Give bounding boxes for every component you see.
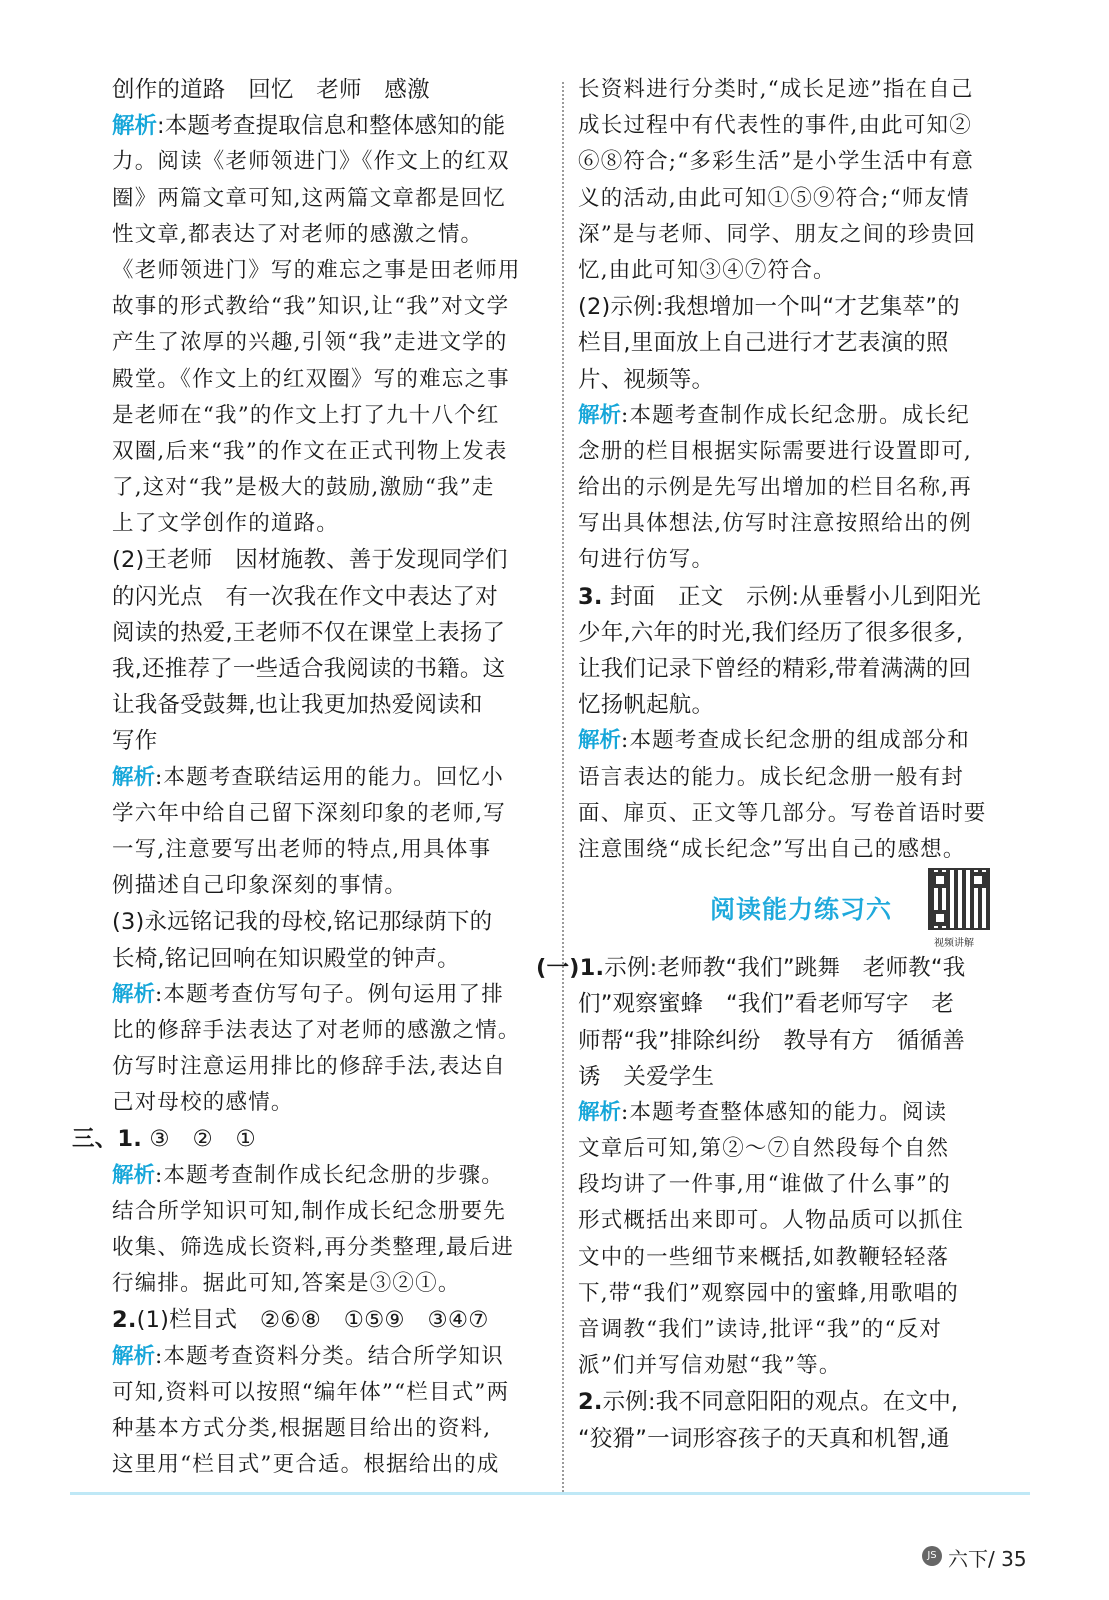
line-text: 我,还推荐了一些适合我阅读的书籍。这	[112, 656, 506, 682]
text-line	[112, 506, 542, 542]
line-text: 己对母校的感情。	[112, 1090, 294, 1116]
line-text: 注意围绕“成长纪念”写出自己的感想。	[578, 836, 966, 862]
line-text: 诱 关爱学生	[578, 1063, 715, 1090]
line-text: 文中的一些细节来概括,如教鞭轻轻落	[578, 1244, 950, 1270]
analysis-label: 解析	[112, 1343, 156, 1369]
text-line	[578, 1312, 1056, 1348]
question-number: 3.	[578, 583, 603, 610]
text-line	[112, 434, 542, 470]
line-text: 片、视频等。	[578, 366, 715, 393]
line-text: 念册的栏目根据实际需要进行设置即可,	[578, 438, 972, 464]
text-line	[112, 1085, 542, 1121]
question-number: 2.	[578, 1389, 603, 1416]
line-text: 圈》两篇文章可知,这两篇文章都是回忆	[112, 185, 506, 211]
section-header	[578, 874, 1056, 950]
text-line	[112, 72, 542, 108]
analysis-label: 解析	[112, 764, 156, 790]
line-text: 忆,由此可知③④⑦符合。	[578, 257, 836, 283]
question-number: 2.	[112, 1307, 137, 1334]
text-line	[112, 1230, 542, 1266]
line-text: 阅读的热爱,王老师不仅在课堂上表扬了	[112, 619, 506, 646]
text-line	[578, 217, 1056, 253]
line-text: 种基本方式分类,根据题目给出的资料,	[112, 1415, 492, 1441]
question-line	[578, 579, 1056, 615]
text-line	[578, 1421, 1056, 1457]
text-line	[112, 941, 542, 977]
text-line	[112, 796, 542, 832]
analysis-line	[112, 1158, 542, 1194]
analysis-line	[578, 723, 1056, 759]
page-number: 六下/ 35	[948, 1547, 1027, 1571]
text-line	[112, 1411, 542, 1447]
line-text: 给出的示例是先写出增加的栏目名称,再	[578, 475, 972, 501]
line-text: 性文章,都表达了对老师的感激之情。	[112, 221, 484, 247]
line-text: (2)王老师 因材施教、善于发现同学们	[112, 547, 508, 574]
line-text: 行编排。据此可知,答案是③②①。	[112, 1271, 461, 1297]
text-line	[112, 1447, 542, 1483]
analysis-label: 解析	[112, 1162, 156, 1188]
analysis-line	[112, 108, 542, 144]
text-line	[578, 470, 1056, 506]
text-line	[578, 1240, 1056, 1276]
text-line	[112, 687, 542, 723]
line-text: 们”观察蜜蜂 “我们”看老师写字 老	[578, 991, 955, 1018]
line-text: 深”是与老师、同学、朋友之间的珍贵回	[578, 221, 977, 247]
line-text: :本题考查整体感知的能力。阅读	[621, 1099, 948, 1125]
line-text: :本题考查提取信息和整体感知的能	[157, 113, 506, 140]
text-line	[112, 1013, 542, 1049]
text-line	[112, 868, 542, 904]
text-line	[112, 723, 542, 759]
left-column	[72, 72, 542, 1483]
question-line	[536, 950, 1056, 986]
text-line	[578, 1023, 1056, 1059]
text-line	[578, 362, 1056, 398]
line-text: :本题考查成长纪念册的组成部分和	[621, 728, 970, 754]
line-text: 下,带“我们”观察园中的蜜蜂,用歌唱的	[578, 1280, 959, 1306]
line-text: 形式概括出来即可。人物品质可以抓住	[578, 1208, 964, 1234]
text-line	[578, 615, 1056, 651]
line-text: 派”们并写信劝慰“我”等。	[578, 1353, 842, 1379]
text-line	[578, 796, 1056, 832]
text-line	[112, 542, 542, 578]
line-text: 仿写时注意运用排比的修辞手法,表达自	[112, 1054, 506, 1080]
line-text: 栏目,里面放上自己进行才艺表演的照	[578, 330, 949, 357]
text-line	[578, 253, 1056, 289]
text-line	[578, 289, 1056, 325]
line-text: 结合所学知识可知,制作成长纪念册要先	[112, 1198, 506, 1224]
question-number: 三、1.	[72, 1126, 143, 1153]
text-line	[112, 1049, 542, 1085]
text-line	[112, 470, 542, 506]
line-text: 收集、筛选成长资料,再分类整理,最后进	[112, 1235, 514, 1260]
line-text: 语言表达的能力。成长纪念册一般有封	[578, 764, 964, 790]
text-line	[578, 986, 1056, 1022]
line-text: 是老师在“我”的作文上打了九十八个红	[112, 402, 500, 428]
text-line	[578, 108, 1056, 144]
analysis-label: 解析	[112, 113, 158, 140]
qr-code-icon[interactable]	[928, 868, 990, 930]
text-line	[578, 434, 1056, 470]
line-text: 长资料进行分类时,“成长足迹”指在自己	[578, 77, 974, 102]
line-text: :本题考查联结运用的能力。回忆小	[155, 764, 504, 790]
line-text: 少年,六年的时光,我们经历了很多很多,	[578, 619, 964, 646]
line-text: 师帮“我”排除纠纷 教导有方 循循善	[578, 1027, 965, 1054]
text-line	[112, 579, 542, 615]
line-text: “狡猾”一词形容孩子的天真和机智,通	[578, 1425, 950, 1452]
qr-caption: 视频讲解	[934, 938, 974, 950]
text-line	[578, 542, 1056, 578]
line-text: 文章后可知,第②～⑦自然段每个自然	[578, 1136, 950, 1162]
line-text: 写出具体想法,仿写时注意按照给出的例	[578, 511, 972, 537]
line-text: 产生了浓厚的兴趣,引领“我”走进文学的	[112, 330, 508, 356]
line-text: (1)栏目式 ②⑥⑧ ①⑤⑨ ③④⑦	[136, 1307, 489, 1334]
line-text: 音调教“我们”读诗,批评“我”的“反对	[578, 1317, 943, 1342]
question-line	[112, 1302, 542, 1338]
analysis-line	[112, 977, 542, 1013]
line-text: 一写,注意要写出老师的特点,用具体事	[112, 836, 492, 862]
text-line	[578, 181, 1056, 217]
line-text: 的闪光点 有一次我在作文中表达了对	[112, 583, 498, 610]
text-line	[112, 362, 542, 398]
text-line	[112, 1375, 542, 1411]
text-line	[112, 1194, 542, 1230]
line-text: 故事的形式教给“我”知识,让“我”对文学	[112, 294, 510, 320]
footer-rule	[70, 1492, 1030, 1495]
analysis-label: 解析	[112, 981, 156, 1007]
text-line	[112, 289, 542, 325]
line-text: 让我们记录下曾经的精彩,带着满满的回	[578, 656, 972, 682]
text-line	[578, 760, 1056, 796]
text-line	[578, 1059, 1056, 1095]
text-line	[578, 506, 1056, 542]
line-text: 成长过程中有代表性的事件,由此可知②	[578, 113, 972, 139]
line-text: 示例:我不同意阳阳的观点。在文中,	[602, 1389, 959, 1416]
analysis-label: 解析	[578, 402, 622, 428]
line-text: ③ ② ①	[142, 1126, 256, 1153]
text-line	[112, 217, 542, 253]
line-text: (2)示例:我想增加一个叫“才艺集萃”的	[578, 294, 960, 321]
line-text: 面、扉页、正文等几部分。写卷首语时要	[578, 800, 987, 826]
line-text: :本题考查制作成长纪念册。成长纪	[621, 402, 970, 428]
text-line	[578, 1203, 1056, 1239]
section-title: 阅读能力练习六	[710, 895, 893, 925]
text-line	[578, 72, 1056, 108]
analysis-line	[112, 1339, 542, 1375]
line-text: 双圈,后来“我”的作文在正式刊物上发表	[112, 438, 508, 464]
line-text: 《老师领进门》写的难忘之事是田老师用	[112, 257, 521, 283]
text-line	[578, 687, 1056, 723]
text-line	[112, 398, 542, 434]
analysis-label: 解析	[578, 728, 622, 754]
text-line	[112, 181, 542, 217]
column-divider	[562, 82, 564, 1492]
text-line	[578, 325, 1056, 361]
text-line	[112, 832, 542, 868]
line-text: 殿堂。《作文上的红双圈》写的难忘之事	[112, 366, 510, 392]
line-text: 长椅,铭记回响在知识殿堂的钟声。	[112, 945, 460, 972]
line-text: :本题考查制作成长纪念册的步骤。	[155, 1162, 504, 1188]
text-line	[578, 832, 1056, 868]
line-text: ⑥⑧符合;“多彩生活”是小学生活中有意	[578, 149, 975, 175]
line-text: 例描述自己印象深刻的事情。	[112, 873, 408, 899]
line-text: :本题考查仿写句子。例句运用了排	[155, 981, 504, 1007]
text-line	[578, 1276, 1056, 1312]
line-text: :本题考查资料分类。结合所学知识	[155, 1343, 504, 1369]
text-line	[112, 144, 542, 180]
edition-badge: JS	[922, 1546, 942, 1566]
line-text: 让我备受鼓舞,也让我更加热爱阅读和	[112, 692, 483, 719]
line-text: 写作	[112, 728, 158, 755]
analysis-line	[112, 760, 542, 796]
text-line	[578, 651, 1056, 687]
line-text: 封面 正文 示例:从垂髫小儿到阳光	[602, 583, 981, 610]
text-line	[112, 253, 542, 289]
line-text: 创作的道路 回忆 老师 感激	[112, 77, 430, 103]
right-column	[536, 72, 1056, 1457]
text-line	[578, 1131, 1056, 1167]
line-text: 句进行仿写。	[578, 547, 715, 573]
text-line	[112, 615, 542, 651]
text-line	[112, 904, 542, 940]
line-text: 义的活动,由此可知①⑤⑨符合;“师友情	[578, 185, 970, 211]
text-line	[578, 144, 1056, 180]
line-text: 了,这对“我”是极大的鼓励,激励“我”走	[112, 475, 495, 501]
right-top-block	[578, 72, 1056, 868]
analysis-label: 解析	[578, 1099, 622, 1125]
text-line	[578, 1348, 1056, 1384]
text-line	[578, 1167, 1056, 1203]
text-line	[112, 1266, 542, 1302]
line-text: 示例:老师教“我们”跳舞 老师教“我	[604, 955, 966, 982]
line-text: 可知,资料可以按照“编年体”“栏目式”两	[112, 1379, 510, 1405]
question-line	[578, 1384, 1056, 1420]
analysis-line	[578, 398, 1056, 434]
line-text: 这里用“栏目式”更合适。根据给出的成	[112, 1452, 500, 1478]
question-number: (一)1.	[536, 955, 605, 982]
text-line	[112, 325, 542, 361]
text-line	[112, 651, 542, 687]
line-text: 学六年中给自己留下深刻印象的老师,写	[112, 800, 506, 826]
analysis-line	[578, 1095, 1056, 1131]
line-text: 忆扬帆起航。	[578, 692, 715, 719]
line-text: 比的修辞手法表达了对老师的感激之情。	[112, 1017, 521, 1043]
right-bottom-block	[536, 950, 1056, 1457]
line-text: 力。阅读《老师领进门》《作文上的红双	[112, 149, 510, 175]
line-text: (3)永远铭记我的母校,铭记那绿荫下的	[112, 909, 493, 936]
question-line	[72, 1121, 542, 1157]
line-text: 上了文学创作的道路。	[112, 511, 340, 537]
line-text: 段均讲了一件事,用“谁做了什么事”的	[578, 1172, 951, 1198]
